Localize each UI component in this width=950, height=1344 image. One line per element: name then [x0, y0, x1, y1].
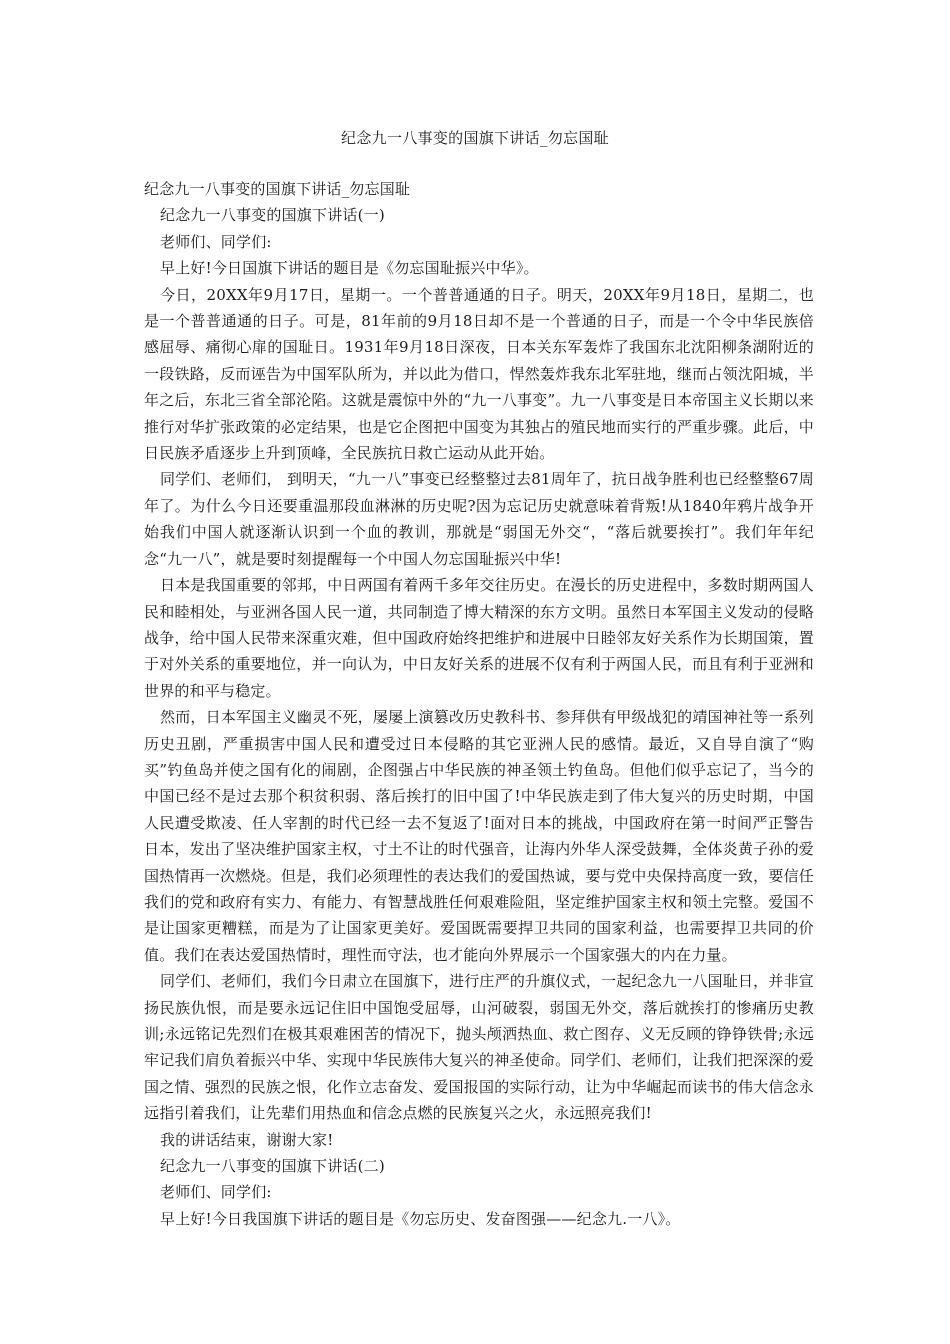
paragraph: 老师们、同学们: [160, 232, 272, 251]
paragraph: 今日，20XX年9月17日，星期一。一个普普通通的日子。明天，20XX年9月18日，星期二，也是一个普普通通的日子。可是，81年前的9月18日却不是一个普通的日子，而是一个令中华民族倍感屈辱、痛彻心扉的国耻日。1931年9月18日深夜，日本关东军轰炸了我国东北沈阳柳条湖附近的一段铁路，反而诬告为中国军队所为，并以此为借口，悍然轰炸我东北军驻地，继而占领沈阳城，半年之后，东北三省全部沦陷。这就是震惊中外的“九一八事变”。九一八事变是日本帝国主义长期以来推行对华扩张政策的必定结果，也是它企图把中国变为其独占的殖民地而实行的严重步骤。此后，中日民族矛盾逐步上升到顶峰，全民族抗日救亡运动从此开始。 [144, 285, 814, 463]
paragraph: 纪念九一八事变的国旗下讲话(二) [160, 1157, 385, 1176]
paragraph: 同学们、老师们，我们今日肃立在国旗下，进行庄严的升旗仪式，一起纪念九一八国耻日，并非宣扬民族仇恨，而是要永远记住旧中国饱受屈辱，山河破裂，弱国无外交，落后就挨打的惨痛历史教训;永远铭记先烈们在极其艰难困苦的情况下，抛头颅洒热血、救亡图存、义无反顾的铮铮铁骨;永远牢记我们肩负着振兴中华、实现中华民族伟大复兴的神圣使命。同学们、老师们，让我们把深深的爱国之情、强烈的民族之恨，化作立志奋发、爱国报国的实际行动，让为中华崛起而读书的伟大信念永远指引着我们，让先辈们用热血和信念点燃的民族复兴之火，永远照亮我们! [144, 972, 814, 1123]
paragraph: 同学们、老师们， 到明天，“九一八”事变已经整整过去81周年了，抗日战争胜利也已经整整67周年了。为什么今日还要重温那段血淋淋的历史呢?因为忘记历史就意味着背叛!从1840年鸦片战争开始我们中国人就逐渐认识到一个血的教训，那就是“弱国无外交“，“落后就要挨打”。我们年年纪念“九一八”，就是要时刻提醒每一个中国人勿忘国耻振兴中华! [144, 470, 814, 568]
paragraph: 早上好!今日我国旗下讲话的题目是《勿忘历史、发奋图强——纪念九.一八》。 [160, 1209, 681, 1228]
paragraph: 早上好!今日国旗下讲话的题目是《勿忘国耻振兴中华》。 [160, 259, 539, 278]
paragraph: 纪念九一八事变的国旗下讲话_勿忘国耻 [144, 180, 411, 198]
document-title: 纪念九一八事变的国旗下讲话_勿忘国耻 [341, 129, 609, 147]
paragraph: 老师们、同学们: [160, 1183, 272, 1202]
paragraph: 我的讲话结束，谢谢大家! [160, 1130, 334, 1149]
paragraph: 然而，日本军国主义幽灵不死，屡屡上演篡改历史教科书、参拜供有甲级战犯的靖国神社等一系列历史丑剧，严重损害中国人民和遭受过日本侵略的其它亚洲人民的感情。最近，又自导自演了“购买”钓鱼岛并使之国有化的闹剧，企图强占中华民族的神圣领土钓鱼岛。但他们似乎忘记了，当今的中国已经不是过去那个积贫积弱、落后挨打的旧中国了!中华民族走到了伟大复兴的历史时期，中国人民遭受欺凌、任人宰割的时代已经一去不复返了!面对日本的挑战，中国政府在第一时间严正警告日本，发出了坚决维护国家主权，寸土不让的时代强音，让海内外华人深受鼓舞，全体炎黄子孙的爱国热情再一次燃烧。但是，我们必须理性的表达我们的爱国热诚，要与党中央保持高度一致，要信任我们的党和政府有实力、有能力、有智慧战胜任何艰难险阻，坚定维护国家主权和领土完整。爱国不是让国家更糟糕，而是为了让国家更美好。爱国既需要捍卫共同的国家利益，也需要捍卫共同的价值。我们在表达爱国热情时，理性而守法，也才能向外界展示一个国家强大的内在力量。 [144, 708, 814, 964]
paragraph: 日本是我国重要的邻邦，中日两国有着两千多年交往历史。在漫长的历史进程中，多数时期两国人民和睦相处，与亚洲各国人民一道，共同制造了博大精深的东方文明。虽然日本军国主义发动的侵略战争，给中国人民带来深重灾难，但中国政府始终把维护和进展中日睦邻友好关系作为长期国策，置于对外关系的重要地位，并一向认为，中日友好关系的进展不仅有利于两国人民，而且有利于亚洲和世界的和平与稳定。 [144, 576, 814, 700]
document-body [144, 176, 814, 1232]
paragraph: 纪念九一八事变的国旗下讲话(一) [160, 206, 385, 225]
